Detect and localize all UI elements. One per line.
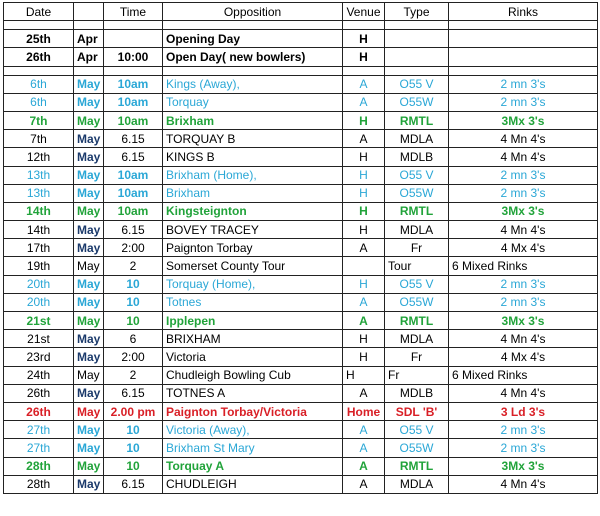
table-row: [4, 421, 598, 439]
time-cell: 10am: [104, 93, 163, 111]
table-row: [4, 48, 598, 66]
opposition-cell: Torquay (Home),: [163, 275, 343, 293]
month-cell: May: [74, 475, 104, 493]
opposition-cell: Kings (Away),: [163, 75, 343, 93]
date-cell: 27th: [4, 439, 74, 457]
rinks-cell: 3Mx 3's: [449, 202, 598, 220]
rinks-cell: 3 Ld 3's: [449, 402, 598, 420]
month-cell: May: [74, 111, 104, 129]
date-cell: 24th: [4, 366, 74, 384]
time-cell: 10am: [104, 75, 163, 93]
rinks-cell: 3Mx 3's: [449, 457, 598, 475]
spacer-row: [4, 21, 598, 30]
date-cell: 21st: [4, 312, 74, 330]
opposition-cell: Ipplepen: [163, 312, 343, 330]
venue-cell: H: [343, 275, 385, 293]
opposition-cell: Victoria (Away),: [163, 421, 343, 439]
venue-cell: A: [343, 475, 385, 493]
type-cell: O55 V: [385, 75, 449, 93]
month-cell: May: [74, 166, 104, 184]
rinks-cell: 2 mn 3's: [449, 439, 598, 457]
venue-cell: H: [343, 184, 385, 202]
month-cell: May: [74, 130, 104, 148]
date-cell: 28th: [4, 457, 74, 475]
month-cell: May: [74, 257, 104, 275]
venue-cell: A: [343, 293, 385, 311]
time-cell: 6: [104, 330, 163, 348]
venue-cell: H: [343, 166, 385, 184]
month-cell: May: [74, 275, 104, 293]
rinks-cell: 3Mx 3's: [449, 111, 598, 129]
rinks-cell: 6 Mixed Rinks: [449, 366, 598, 384]
type-cell: MDLA: [385, 130, 449, 148]
rinks-cell: 2 mn 3's: [449, 166, 598, 184]
time-cell: 10am: [104, 202, 163, 220]
time-cell: 6.15: [104, 130, 163, 148]
type-cell: MDLB: [385, 148, 449, 166]
table-row: [4, 348, 598, 366]
table-row: [4, 166, 598, 184]
venue-cell: A: [343, 93, 385, 111]
header-row: [4, 3, 598, 21]
table-row: [4, 75, 598, 93]
header-month: [74, 3, 104, 21]
type-cell: MDLA: [385, 475, 449, 493]
time-cell: 10:00: [104, 48, 163, 66]
table-row: [4, 184, 598, 202]
month-cell: May: [74, 184, 104, 202]
type-cell: O55W: [385, 293, 449, 311]
time-cell: 6.15: [104, 475, 163, 493]
table-row: [4, 293, 598, 311]
time-cell: 10am: [104, 111, 163, 129]
venue-cell: A: [343, 75, 385, 93]
month-cell: May: [74, 75, 104, 93]
type-cell: RMTL: [385, 312, 449, 330]
type-cell: [385, 48, 449, 66]
date-cell: 14th: [4, 202, 74, 220]
month-cell: May: [74, 93, 104, 111]
type-cell: O55W: [385, 93, 449, 111]
opposition-cell: Torquay: [163, 93, 343, 111]
opposition-cell: Brixham: [163, 111, 343, 129]
opposition-cell: Victoria: [163, 348, 343, 366]
table-row: [4, 402, 598, 420]
table-row: [4, 239, 598, 257]
date-cell: 20th: [4, 293, 74, 311]
venue-cell: A: [343, 130, 385, 148]
month-cell: May: [74, 439, 104, 457]
time-cell: 10am: [104, 184, 163, 202]
rinks-cell: 4 Mx 4's: [449, 348, 598, 366]
rinks-cell: 4 Mn 4's: [449, 475, 598, 493]
type-cell: [385, 30, 449, 48]
date-cell: 6th: [4, 93, 74, 111]
type-cell: O55W: [385, 439, 449, 457]
date-cell: 14th: [4, 221, 74, 239]
date-cell: 23rd: [4, 348, 74, 366]
rinks-cell: 2 mn 3's: [449, 275, 598, 293]
table-row: [4, 475, 598, 493]
type-cell: O55W: [385, 184, 449, 202]
table-row: [4, 93, 598, 111]
type-cell: MDLA: [385, 221, 449, 239]
venue-cell: H: [343, 330, 385, 348]
month-cell: May: [74, 348, 104, 366]
rinks-cell: 4 Mn 4's: [449, 330, 598, 348]
time-cell: 2:00: [104, 348, 163, 366]
time-cell: 6.15: [104, 221, 163, 239]
venue-cell: A: [343, 384, 385, 402]
opposition-cell: Brixham (Home),: [163, 166, 343, 184]
opposition-cell: Brixham St Mary: [163, 439, 343, 457]
opposition-cell: Paignton Torbay: [163, 239, 343, 257]
month-cell: May: [74, 421, 104, 439]
venue-cell: H: [343, 111, 385, 129]
type-cell: MDLB: [385, 384, 449, 402]
venue-cell: A: [343, 239, 385, 257]
time-cell: 2: [104, 257, 163, 275]
month-cell: May: [74, 384, 104, 402]
venue-cell: [343, 257, 385, 275]
type-cell: SDL 'B': [385, 402, 449, 420]
opposition-cell: Kingsteignton: [163, 202, 343, 220]
type-cell: RMTL: [385, 202, 449, 220]
opposition-cell: Paignton Torbay/Victoria: [163, 402, 343, 420]
table-row: [4, 257, 598, 275]
table-row: [4, 130, 598, 148]
time-cell: 2:00: [104, 239, 163, 257]
table-row: [4, 111, 598, 129]
date-cell: 26th: [4, 384, 74, 402]
venue-cell: H: [343, 221, 385, 239]
time-cell: 2.00 pm: [104, 402, 163, 420]
venue-cell: H: [343, 30, 385, 48]
month-cell: May: [74, 239, 104, 257]
type-cell: Fr: [385, 348, 449, 366]
rinks-cell: 4 Mn 4's: [449, 148, 598, 166]
opposition-cell: Somerset County Tour: [163, 257, 343, 275]
fixtures-table: [3, 2, 598, 494]
date-cell: 7th: [4, 111, 74, 129]
date-cell: 25th: [4, 30, 74, 48]
rinks-cell: 4 Mn 4's: [449, 130, 598, 148]
month-cell: May: [74, 457, 104, 475]
date-cell: 21st: [4, 330, 74, 348]
header-venue: Venue: [343, 3, 385, 21]
rinks-cell: 2 mn 3's: [449, 293, 598, 311]
venue-cell: H: [343, 48, 385, 66]
header-date: Date: [4, 3, 74, 21]
venue-cell: A: [343, 457, 385, 475]
type-cell: O55 V: [385, 275, 449, 293]
rinks-cell: 2 mn 3's: [449, 93, 598, 111]
opposition-cell: CHUDLEIGH: [163, 475, 343, 493]
type-cell: Fr: [385, 239, 449, 257]
time-cell: 10: [104, 275, 163, 293]
table-row: [4, 148, 598, 166]
type-cell: O55 V: [385, 421, 449, 439]
venue-cell: A: [343, 439, 385, 457]
table-row: [4, 30, 598, 48]
month-cell: May: [74, 293, 104, 311]
rinks-cell: 4 Mn 4's: [449, 384, 598, 402]
rinks-cell: 4 Mx 4's: [449, 239, 598, 257]
opposition-cell: Opening Day: [163, 30, 343, 48]
table-row: [4, 366, 598, 384]
rinks-cell: 2 mn 3's: [449, 421, 598, 439]
header-type: Type: [385, 3, 449, 21]
header-time: Time: [104, 3, 163, 21]
spacer-row: [4, 66, 598, 75]
rinks-cell: [449, 30, 598, 48]
table-row: [4, 312, 598, 330]
opposition-cell: BRIXHAM: [163, 330, 343, 348]
type-cell: O55 V: [385, 166, 449, 184]
header-opposition: Opposition: [163, 3, 343, 21]
month-cell: May: [74, 366, 104, 384]
venue-cell: H: [343, 348, 385, 366]
time-cell: 10am: [104, 166, 163, 184]
time-cell: 10: [104, 457, 163, 475]
opposition-cell: KINGS B: [163, 148, 343, 166]
table-row: [4, 457, 598, 475]
table-row: [4, 221, 598, 239]
month-cell: May: [74, 330, 104, 348]
date-cell: 13th: [4, 166, 74, 184]
date-cell: 12th: [4, 148, 74, 166]
time-cell: 6.15: [104, 384, 163, 402]
venue-cell: A: [343, 312, 385, 330]
time-cell: 6.15: [104, 148, 163, 166]
time-cell: 10: [104, 421, 163, 439]
venue-cell: H: [343, 148, 385, 166]
month-cell: Apr: [74, 30, 104, 48]
venue-cell: H: [343, 202, 385, 220]
date-cell: 27th: [4, 421, 74, 439]
time-cell: [104, 30, 163, 48]
opposition-cell: TOTNES A: [163, 384, 343, 402]
header-rinks: Rinks: [449, 3, 598, 21]
opposition-cell: Open Day( new bowlers): [163, 48, 343, 66]
opposition-cell: TORQUAY B: [163, 130, 343, 148]
date-cell: 26th: [4, 402, 74, 420]
opposition-cell: Totnes: [163, 293, 343, 311]
date-cell: 20th: [4, 275, 74, 293]
type-cell: Fr: [385, 366, 449, 384]
time-cell: 10: [104, 439, 163, 457]
fixtures-body: [4, 21, 598, 494]
date-cell: 13th: [4, 184, 74, 202]
date-cell: 6th: [4, 75, 74, 93]
month-cell: Apr: [74, 48, 104, 66]
month-cell: May: [74, 148, 104, 166]
date-cell: 26th: [4, 48, 74, 66]
venue-cell: A: [343, 421, 385, 439]
month-cell: May: [74, 402, 104, 420]
opposition-cell: Brixham: [163, 184, 343, 202]
time-cell: 10: [104, 293, 163, 311]
rinks-cell: 4 Mn 4's: [449, 221, 598, 239]
table-row: [4, 202, 598, 220]
table-row: [4, 275, 598, 293]
type-cell: RMTL: [385, 111, 449, 129]
opposition-cell: Torquay A: [163, 457, 343, 475]
rinks-cell: [449, 48, 598, 66]
month-cell: May: [74, 312, 104, 330]
date-cell: 19th: [4, 257, 74, 275]
rinks-cell: 6 Mixed Rinks: [449, 257, 598, 275]
month-cell: May: [74, 202, 104, 220]
date-cell: 28th: [4, 475, 74, 493]
type-cell: MDLA: [385, 330, 449, 348]
venue-cell: Home: [343, 402, 385, 420]
time-cell: 2: [104, 366, 163, 384]
date-cell: 7th: [4, 130, 74, 148]
table-row: [4, 330, 598, 348]
rinks-cell: 2 mn 3's: [449, 184, 598, 202]
type-cell: RMTL: [385, 457, 449, 475]
month-cell: May: [74, 221, 104, 239]
table-row: [4, 384, 598, 402]
rinks-cell: 2 mn 3's: [449, 75, 598, 93]
opposition-cell: BOVEY TRACEY: [163, 221, 343, 239]
time-cell: 10: [104, 312, 163, 330]
opposition-cell: Chudleigh Bowling Cub: [163, 366, 343, 384]
rinks-cell: 3Mx 3's: [449, 312, 598, 330]
type-cell: Tour: [385, 257, 449, 275]
venue-cell: H: [343, 366, 385, 384]
table-row: [4, 439, 598, 457]
date-cell: 17th: [4, 239, 74, 257]
